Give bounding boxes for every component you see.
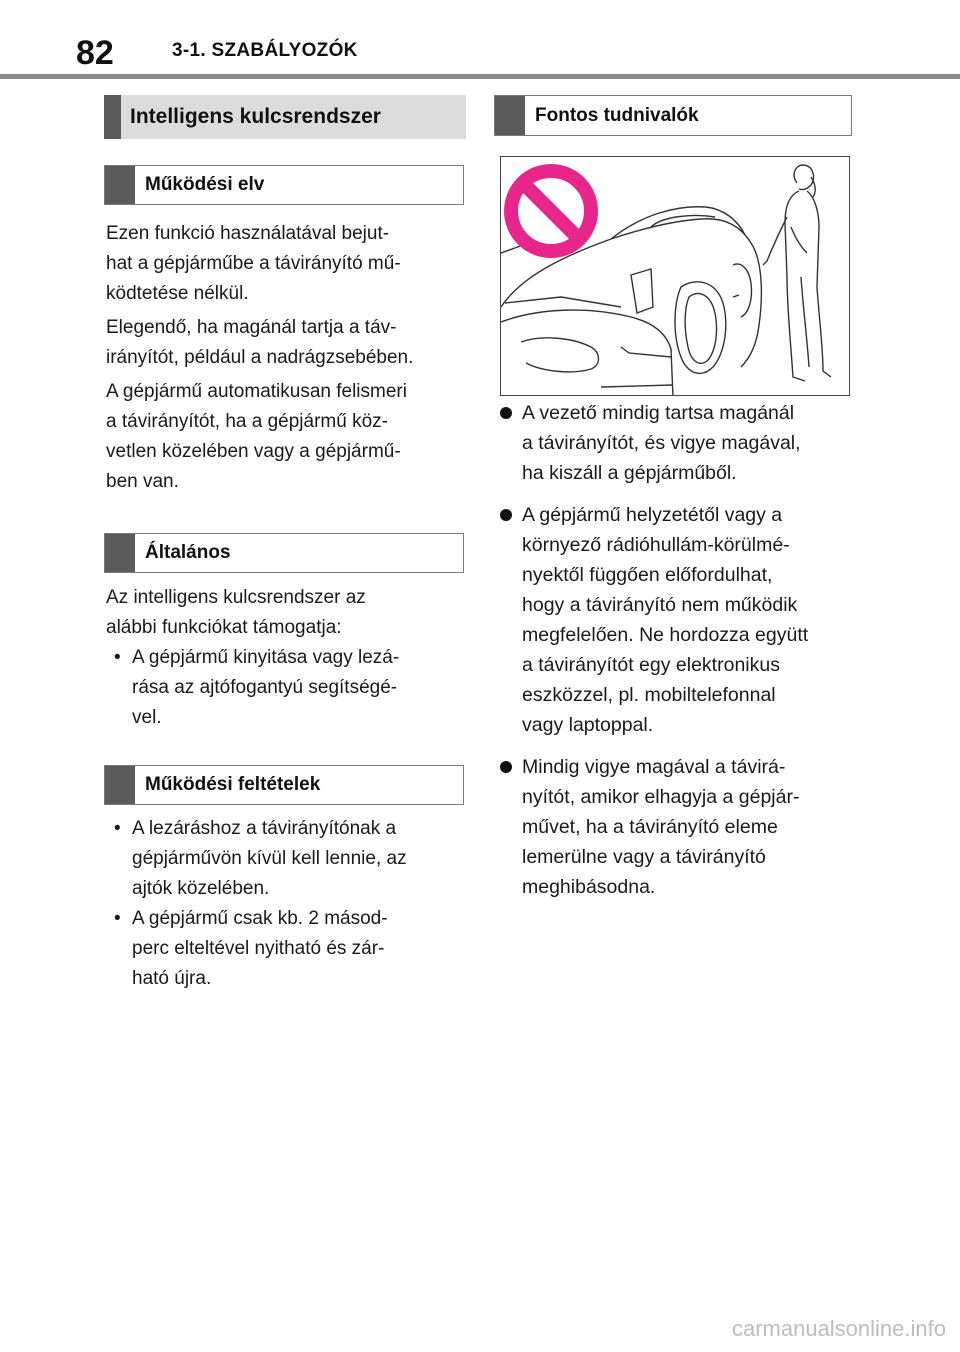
bullet-disc	[500, 509, 512, 521]
list-item	[494, 752, 852, 902]
bullet-dot: •	[114, 818, 121, 839]
list-item	[494, 500, 852, 740]
list-item-text: A gépjármű kinyitása vagy lezá- rása az ajtófogantyú segítségé- vel.	[132, 647, 400, 728]
watermark: carmanualsonline.info	[731, 1316, 946, 1341]
subheading-bar	[105, 534, 135, 572]
subheading-bar	[105, 766, 135, 804]
subheading-bar	[495, 96, 525, 135]
bullet-dot: •	[114, 908, 121, 929]
heading-important-notes	[494, 95, 852, 136]
list-item	[106, 814, 466, 904]
bullet-list	[106, 814, 466, 994]
list-item-text: Mindig vigye magával a távirá- nyítót, amikor elhagyja a gépjár- művet, ha a távirányító eleme lemerülne vagy a távirányító meghibásodna.	[522, 756, 800, 898]
main-heading-text: Intelligens kulcsrendszer	[130, 105, 381, 128]
important-notes-list	[494, 398, 852, 914]
bullet-disc	[500, 407, 512, 419]
paragraph: Az intelligens kulcsrendszer az alábbi funkciókat támogatja:	[106, 587, 366, 638]
list-item-text: A gépjármű csak kb. 2 másod- perc elteltével nyitható és zár- ható újra.	[132, 908, 388, 989]
subheading-text: Működési elv	[145, 174, 265, 195]
car-illustration	[501, 157, 850, 396]
subheading-bar	[105, 166, 135, 204]
page-number: 82	[76, 34, 114, 72]
paragraph: Ezen funkció használatával bejut- hat a gépjárműbe a távirányító mű- ködtetése nélkül.	[106, 223, 401, 304]
chapter-title: 3-1. SZABÁLYOZÓK	[172, 40, 358, 61]
list-item	[494, 398, 852, 488]
subheading-conditions	[104, 765, 464, 805]
header-divider	[0, 74, 960, 79]
list-item	[106, 904, 466, 994]
list-item-text: A vezető mindig tartsa magánál a távirányítót, és vigye magával, ha kiszáll a gépjárműből.	[522, 402, 801, 484]
subheading-text: Működési feltételek	[145, 774, 321, 795]
paragraph: Elegendő, ha magánál tartja a táv- irányítót, például a nadrágzsebében.	[106, 317, 414, 368]
main-heading-intelligent-key	[104, 95, 466, 139]
paragraph: A gépjármű automatikusan felismeri a távirányítót, ha a gépjármű köz- vetlen közelében vagy a gépjármű- ben van.	[106, 381, 407, 492]
bullet-list	[106, 643, 466, 733]
subheading-text: Fontos tudnivalók	[535, 104, 699, 126]
bullet-dot: •	[114, 647, 121, 668]
subheading-operating-principle	[104, 165, 464, 205]
list-item	[106, 643, 466, 733]
subheading-general	[104, 533, 464, 573]
bullet-disc	[500, 761, 512, 773]
illustration-car-and-person	[500, 156, 850, 396]
list-item-text: A gépjármű helyzetétől vagy a környező rádióhullám-körülmé- nyektől függően előfordulhat, hogy a távirányító nem működik megfelelően. Ne hordozza együtt a távirányítót egy elektronikus eszközzel, pl. mobiltelefonnal vagy laptoppal.	[522, 504, 809, 736]
list-item-text: A lezáráshoz a távirányítónak a gépjárművön kívül kell lennie, az ajtók közelében.	[132, 818, 407, 899]
subheading-text: Általános	[145, 542, 231, 563]
heading-bar	[104, 95, 121, 139]
